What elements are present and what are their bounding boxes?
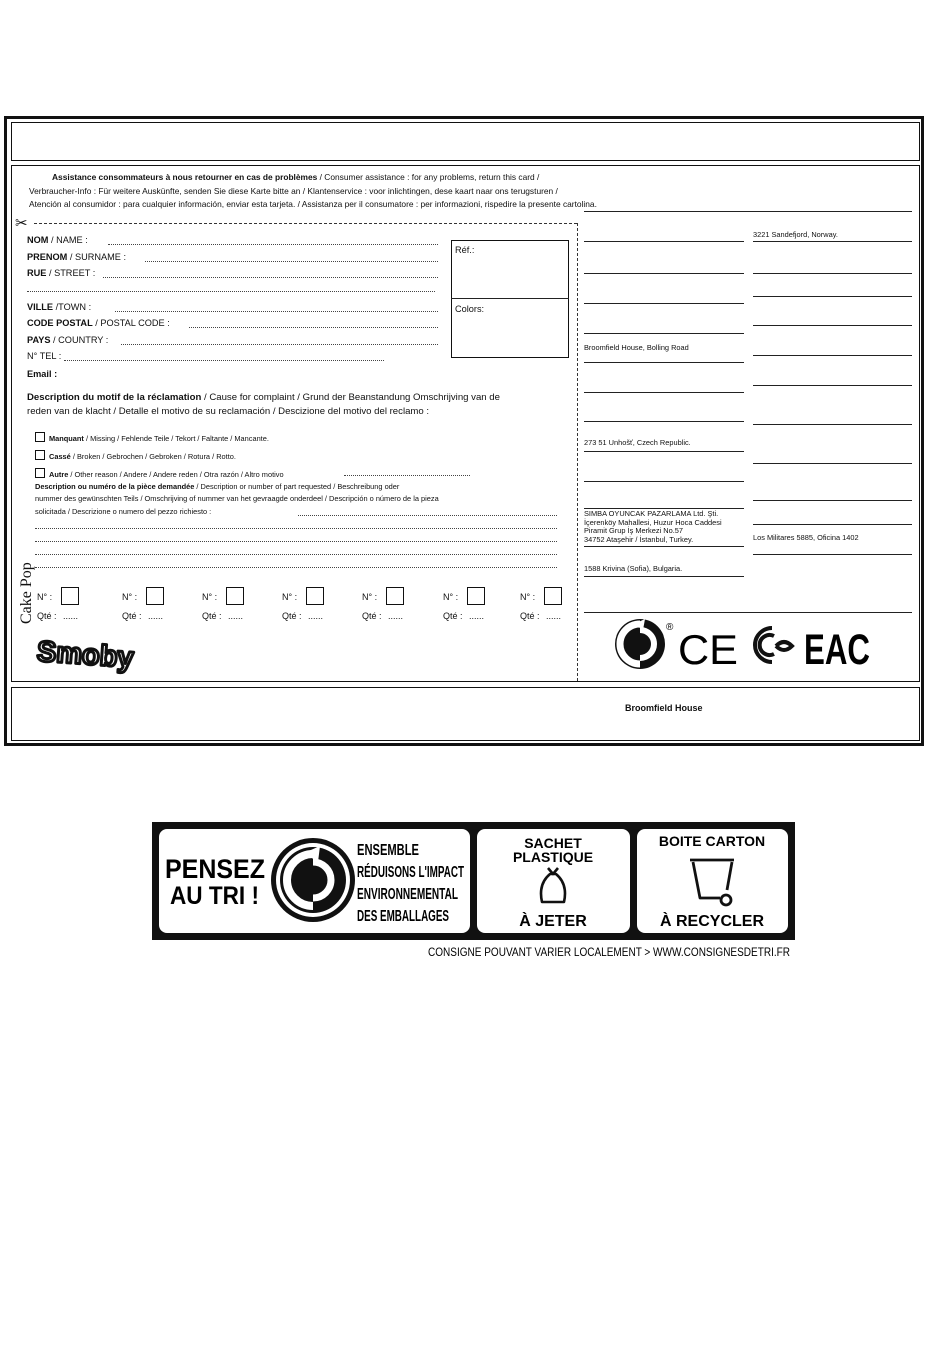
recycle-mark-icon <box>755 628 792 662</box>
part-description-line-2: nummer des gewünschten Teils / Omschrijving of nummer van het gevraagde onderdeel / Descripción o número de la pieza <box>35 494 439 503</box>
sachet-action: À JETER <box>519 913 587 930</box>
triman-banner <box>152 822 795 964</box>
address-uk: Broomfield House, Bolling Road <box>584 343 689 352</box>
address-line <box>753 554 912 555</box>
address-turkey: SIMBA OYUNCAK PAZARLAMA Ltd. Şti. İçerenköy Mahallesi, Huzur Hoca Caddesi Piramit Grup İş Merkezi No.57 34752 Ataşehir / İstanbul, Turkey. <box>584 509 722 544</box>
part-no-label: N° : <box>443 592 459 602</box>
sachet-title-1: SACHET <box>524 835 582 851</box>
card-bottom-band <box>11 687 920 741</box>
colors-label: Colors: <box>455 304 485 314</box>
smoby-logo-text: Smoby <box>35 635 135 675</box>
au-tri-text: AU TRI ! <box>170 882 259 910</box>
address-line <box>753 296 912 297</box>
slogan-line-1: ENSEMBLE <box>357 842 420 859</box>
part-no-label: N° : <box>520 592 536 602</box>
part-no-label: N° : <box>202 592 218 602</box>
pays-label: PAYS / COUNTRY : <box>27 335 109 345</box>
part-no-label: N° : <box>282 592 298 602</box>
ref-colors-divider <box>451 298 569 299</box>
part-field-5[interactable] <box>35 567 557 568</box>
conformity-marks <box>612 616 874 672</box>
address-line <box>584 421 744 422</box>
rue-field-line-2[interactable] <box>27 291 435 292</box>
cut-line-vertical <box>577 223 578 681</box>
part-no-box[interactable] <box>306 587 324 605</box>
part-no-box[interactable] <box>467 587 485 605</box>
triman-green-dot-icon <box>271 838 355 922</box>
header-line-3: Atención al consumidor : para cualquier información, enviar esta tarjeta. / Assistanza per il consumatore : per informazioni, rispedire la presente cartolina. <box>29 199 597 209</box>
slogan-line-2: RÉDUISONS L'IMPACT <box>357 864 531 881</box>
boite-action: À RECYCLER <box>659 913 765 930</box>
part-qty-field[interactable]: ...... <box>388 611 404 621</box>
address-line <box>584 362 744 363</box>
part-qty-label: Qté : <box>362 611 382 621</box>
address-line <box>584 211 912 212</box>
nom-field[interactable] <box>108 244 438 245</box>
part-field-3[interactable] <box>35 541 557 542</box>
address-line <box>753 424 912 425</box>
address-line <box>584 481 744 482</box>
slogan-line-4: DES EMBALLAGES <box>357 908 450 925</box>
option-casse[interactable]: Cassé / Broken / Gebrochen / Gebroken / Rotura / Rotto. <box>35 450 236 461</box>
option-autre[interactable]: Autre / Other reason / Andere / Andere reden / Otra razón / Altro motivo <box>35 468 284 479</box>
address-line <box>584 273 744 274</box>
part-no-box[interactable] <box>544 587 562 605</box>
prenom-field[interactable] <box>145 261 438 262</box>
address-line <box>753 463 912 464</box>
pensez-text: PENSEZ <box>165 854 265 884</box>
part-no-label: N° : <box>37 592 53 602</box>
smoby-logo <box>34 634 142 676</box>
boite-title: BOITE CARTON <box>658 833 766 849</box>
part-field-1[interactable] <box>298 515 557 516</box>
email-label: Email : <box>27 369 58 379</box>
part-qty-field[interactable]: ...... <box>308 611 324 621</box>
part-qty-label: Qté : <box>122 611 142 621</box>
code-postal-field[interactable] <box>189 327 438 328</box>
pays-field[interactable] <box>121 344 438 345</box>
manquant-checkbox[interactable] <box>35 432 45 442</box>
address-norway: 3221 Sandefjord, Norway. <box>753 230 838 239</box>
address-bulgaria: 1588 Krivina (Sofia), Bulgaria. <box>584 564 683 573</box>
part-no-box[interactable] <box>146 587 164 605</box>
ville-label: VILLE /TOWN : <box>27 302 92 312</box>
ce-mark: CE <box>678 626 738 673</box>
address-line <box>753 500 912 501</box>
part-field-2[interactable] <box>35 528 557 529</box>
part-description-line-3: solicitada / Descrizione o numero del pezzo richiesto : <box>35 507 212 516</box>
address-line <box>584 612 912 613</box>
green-dot-icon <box>615 619 665 669</box>
product-name: Cake Pop <box>18 562 35 624</box>
part-description-label: Description ou numéro de la pièce demandée / Description or number of part requested / Beschreibung oder <box>35 482 400 491</box>
header-line-1 <box>52 172 539 183</box>
card-top-band <box>11 122 920 161</box>
address-line <box>584 333 744 334</box>
tel-label: N° TEL : <box>27 351 62 361</box>
header-line-2: Verbraucher-Info : Für weitere Auskünfte, senden Sie diese Karte bitte an / Klantenservice : voor inlichtingen, dese kaart naar ons terugsturen / <box>29 186 558 196</box>
address-line <box>753 325 912 326</box>
part-qty-label: Qté : <box>282 611 302 621</box>
part-no-box[interactable] <box>61 587 79 605</box>
part-qty-label: Qté : <box>37 611 57 621</box>
part-qty-label: Qté : <box>443 611 463 621</box>
address-line <box>584 392 744 393</box>
tel-field[interactable] <box>64 360 384 361</box>
address-line <box>584 576 744 577</box>
address-line <box>584 303 744 304</box>
autre-checkbox[interactable] <box>35 468 45 478</box>
part-qty-field[interactable]: ...... <box>469 611 485 621</box>
part-qty-label: Qté : <box>202 611 222 621</box>
registered-mark: ® <box>666 622 674 633</box>
ville-field[interactable] <box>115 311 438 312</box>
part-qty-field[interactable]: ...... <box>148 611 164 621</box>
header-line-1-bold: Assistance consommateurs à nous retourner en cas de problèmes <box>52 172 318 182</box>
rue-field[interactable] <box>103 277 438 278</box>
ref-colors-box <box>451 240 569 358</box>
address-line <box>753 385 912 386</box>
part-qty-field[interactable]: ...... <box>546 611 562 621</box>
nom-label: NOM / NAME : <box>27 235 88 245</box>
code-postal-label: CODE POSTAL / POSTAL CODE : <box>27 318 170 328</box>
scissors-icon: ✂ <box>15 215 28 232</box>
complaint-title-line-2: reden van de klacht / Detalle el motivo de su reclamación / Descizione del motivo del reclamo : <box>27 406 430 417</box>
address-line <box>584 546 744 547</box>
address-line <box>753 355 912 356</box>
address-czech: 273 51 Unhošť, Czech Republic. <box>584 438 691 447</box>
ref-label: Réf.: <box>455 245 475 255</box>
address-line <box>753 241 912 242</box>
header-line-1-rest: / Consumer assistance : for any problems, return this card / <box>317 172 540 182</box>
sachet-title-2: PLASTIQUE <box>512 849 594 865</box>
slogan-line-3: ENVIRONNEMENTAL <box>357 886 459 903</box>
address-line <box>584 451 744 452</box>
consigne-text: CONSIGNE POUVANT VARIER LOCALEMENT > WWW.CONSIGNESDETRI.FR <box>428 945 791 959</box>
address-line <box>753 273 912 274</box>
part-qty-field[interactable]: ...... <box>63 611 79 621</box>
casse-checkbox[interactable] <box>35 450 45 460</box>
autre-field[interactable] <box>344 475 470 476</box>
eac-mark: EAC <box>804 626 870 674</box>
part-field-4[interactable] <box>35 554 557 555</box>
address-line <box>584 241 744 242</box>
cut-line-horizontal <box>34 223 577 224</box>
address-chile: Los Militares 5885, Oficina 1402 <box>753 533 859 542</box>
part-no-box[interactable] <box>226 587 244 605</box>
rue-label: RUE / STREET : <box>27 268 96 278</box>
part-no-label: N° : <box>122 592 138 602</box>
bottom-band-text: Broomfield House <box>625 703 703 713</box>
part-qty-label: Qté : <box>520 611 540 621</box>
complaint-title: Description du motif de la réclamation / Cause for complaint / Grund der Beanstandung Omschrijving van de <box>27 392 500 403</box>
part-no-box[interactable] <box>386 587 404 605</box>
prenom-label: PRENOM / SURNAME : <box>27 252 127 262</box>
part-no-label: N° : <box>362 592 378 602</box>
part-qty-field[interactable]: ...... <box>228 611 244 621</box>
address-line <box>753 524 912 525</box>
option-manquant[interactable]: Manquant / Missing / Fehlende Teile / Tekort / Faltante / Mancante. <box>35 432 269 443</box>
